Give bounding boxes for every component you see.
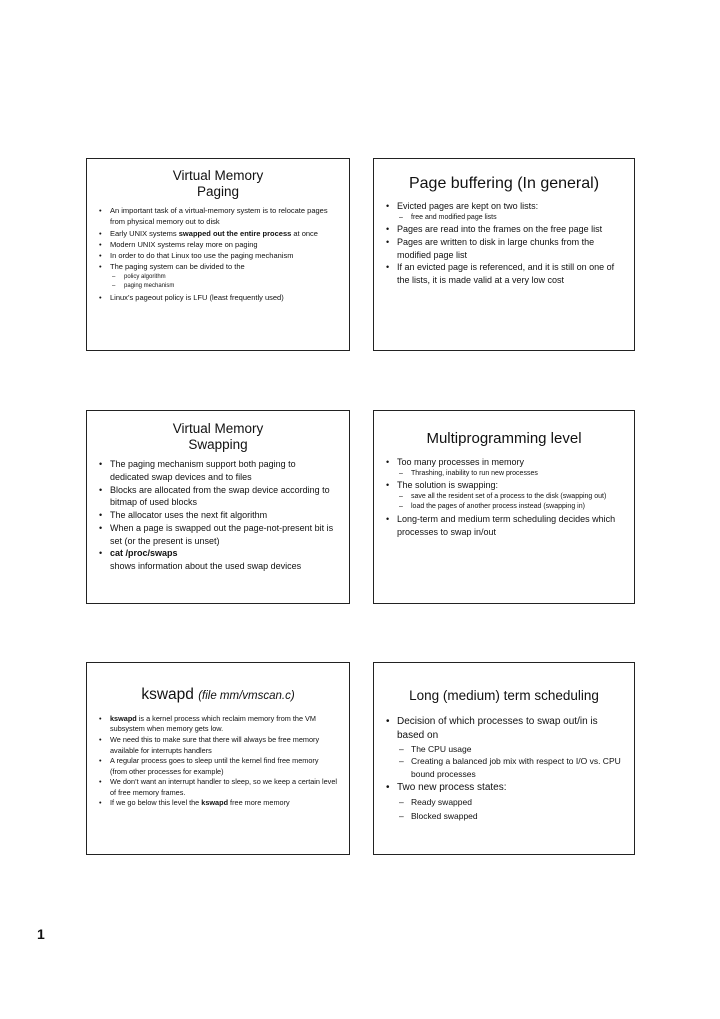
bullet-item — [386, 479, 622, 513]
bullet-item — [386, 715, 622, 781]
bullet-bold-text: kswapd — [110, 713, 137, 723]
bullet-item: • In order to do that Linux too use the paging mechanism — [99, 250, 337, 261]
bullet-list — [386, 456, 622, 538]
bullet-item: • Pages are read into the frames on the free page list — [386, 223, 622, 236]
slide-long-medium-term-scheduling — [373, 662, 635, 855]
title-line-2: Swapping — [188, 436, 248, 452]
bullet-item — [99, 547, 337, 573]
title-line-1: Virtual Memory — [172, 421, 264, 436]
bullet-text: The solution is swapping: — [397, 480, 499, 491]
bullet-list — [99, 714, 337, 809]
sub-item: – save all the resident set of a process to the disk (swapping out) — [397, 492, 622, 503]
title-text: kswapd — [141, 686, 194, 703]
slide-virtual-memory-swapping — [86, 410, 350, 604]
bullet-text: is a kernel process which reclaim memory from the VM subsystem when memory gets low. — [110, 713, 316, 734]
sub-item: – The CPU usage — [397, 743, 622, 756]
slide-title — [99, 421, 337, 452]
sub-item: – load the pages of another process instead (swapping in) — [397, 502, 622, 513]
bullet-list — [99, 205, 337, 303]
bullet-item: • Blocks are allocated from the swap device according to bitmap of used blocks — [99, 484, 337, 510]
slide-kswapd — [86, 662, 350, 855]
bullet-text: If we go below this level the — [110, 798, 202, 808]
bullet-text: The paging system can be divided to the — [110, 262, 245, 272]
slide-page-buffering — [373, 158, 635, 351]
sub-item: – Ready swapped — [397, 795, 622, 809]
sub-item: – policy algorithm — [110, 273, 337, 283]
bullet-item: • Long-term and medium term scheduling decides which processes to swap in/out — [386, 513, 622, 538]
sub-list — [110, 273, 337, 292]
bullet-item — [99, 714, 337, 735]
bullet-item — [386, 200, 622, 223]
sub-item: – Thrashing, inability to run new processes — [397, 469, 622, 480]
bullet-text: free more memory — [228, 798, 290, 808]
bullet-item: • When a page is swapped out the page-not-present bit is set (or the present is unset) — [99, 522, 337, 548]
bullet-item: • We need this to make sure that there will always be free memory available for interrupts handlers — [99, 735, 337, 756]
bullet-item: • An important task of a virtual-memory system is to relocate pages from physical memory out to disk — [99, 205, 337, 228]
bullet-item: • If an evicted page is referenced, and it is still on one of the lists, it is made valid at a very low cost — [386, 261, 622, 286]
bullet-list — [386, 715, 622, 824]
bullet-bold-text: kswapd — [201, 798, 229, 808]
sub-item: – free and modified page lists — [397, 213, 622, 224]
slide-virtual-memory-paging — [86, 158, 350, 351]
bullet-bold-text: swapped out the entire process — [178, 228, 292, 238]
bullet-text: at once — [291, 228, 318, 238]
title-line-2: Paging — [196, 183, 240, 199]
title-note: (file mm/vmscan.c) — [198, 690, 295, 702]
bullet-item: • Modern UNIX systems relay more on paging — [99, 239, 337, 250]
bullet-text: Too many processes in memory — [397, 457, 525, 468]
sub-list — [397, 492, 622, 513]
bullet-item — [99, 228, 337, 239]
sub-item: – paging mechanism — [110, 282, 337, 292]
bullet-text: Evicted pages are kept on two lists: — [397, 201, 539, 212]
bullet-text: shows information about the used swap devices — [110, 561, 302, 572]
slide-title — [99, 168, 337, 199]
slide-title: Long (medium) term scheduling — [409, 688, 599, 703]
bullet-item — [99, 798, 337, 809]
title-line-1: Virtual Memory — [172, 168, 264, 183]
bullet-item: • Linux’s pageout policy is LFU (least frequently used) — [99, 292, 337, 303]
bullet-item — [386, 456, 622, 479]
page-number: 1 — [37, 926, 45, 942]
sub-list — [397, 743, 622, 781]
bullet-item: • The allocator uses the next fit algorithm — [99, 509, 337, 522]
slide-title: Page buffering (In general) — [408, 175, 600, 192]
bullet-item — [386, 781, 622, 824]
bullet-text: Early UNIX systems — [110, 228, 179, 238]
bullet-item: • Pages are written to disk in large chunks from the modified page list — [386, 236, 622, 261]
sub-list — [397, 795, 622, 824]
sub-list — [397, 469, 622, 480]
bullet-text: Two new process states: — [397, 781, 507, 793]
bullet-item — [99, 261, 337, 291]
slide-multiprogramming-level — [373, 410, 635, 604]
bullet-item: • The paging mechanism support both paging to dedicated swap devices and to files — [99, 458, 337, 484]
slide-title: Multiprogramming level — [426, 430, 582, 447]
bullet-list — [386, 200, 622, 286]
bullet-item: • We don’t want an interrupt handler to sleep, so we keep a certain level of free memory frames. — [99, 777, 337, 798]
bullet-text: Decision of which processes to swap out/in is based on — [397, 715, 598, 741]
bullet-list — [99, 458, 337, 573]
slide-title — [99, 686, 337, 704]
bullet-item: • A regular process goes to sleep until the kernel find free memory (from other processes for example) — [99, 756, 337, 777]
sub-item: – Creating a balanced job mix with respect to I/O vs. CPU bound processes — [397, 755, 622, 781]
sub-list — [397, 213, 622, 224]
sub-item: – Blocked swapped — [397, 809, 622, 823]
command-text: cat /proc/swaps — [110, 548, 178, 559]
